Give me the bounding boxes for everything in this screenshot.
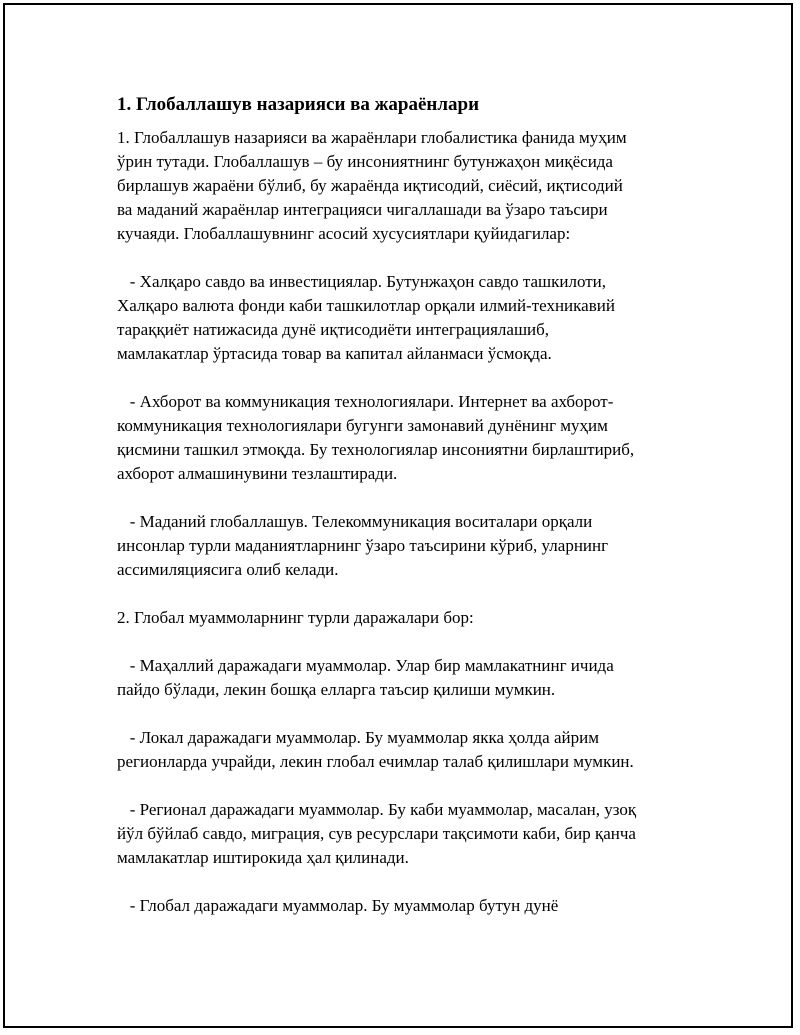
text-line: - Локал даражадаги муаммолар. Бу муаммолар якка ҳолда айрим [117, 728, 599, 747]
document-title: 1. Глобаллашув назарияси ва жараёнлари [117, 94, 480, 115]
blank-line [117, 366, 697, 390]
text-line: - Маҳаллий даражадаги муаммолар. Улар бир мамлакатнинг ичида [117, 656, 614, 675]
text-line: тараққиёт натижасида дунё иқтисодиёти интеграциялашиб, [117, 320, 550, 339]
text-line: коммуникация технологиялари бугунги замонавий дунёнинг муҳим [117, 416, 608, 435]
text-line: ассимиляциясига олиб келади. [117, 560, 339, 579]
text-line: регионларда учрайди, лекин глобал ечимлар талаб қилишлари мумкин. [117, 752, 634, 771]
blank-line [117, 774, 697, 798]
blank-line [117, 582, 697, 606]
text-line: пайдо бўлади, лекин бошқа елларга таъсир қилиши мумкин. [117, 680, 556, 699]
blank-line [117, 702, 697, 726]
document-body [117, 92, 697, 918]
text-line: мамлакатлар иштирокида ҳал қилинади. [117, 848, 409, 867]
text-line: мамлакатлар ўртасида товар ва капитал айланмаси ўсмоқда. [117, 344, 552, 363]
text-line: - Регионал даражадаги муаммолар. Бу каби муаммолар, масалан, узоқ [117, 800, 637, 819]
section-heading-line: 2. Глобал муаммоларнинг турли даражалари бор: [117, 608, 474, 627]
text-line: инсонлар турли маданиятларнинг ўзаро таъсирини кўриб, уларнинг [117, 536, 609, 555]
text-line: - Ахборот ва коммуникация технологиялари. Интернет ва ахборот- [117, 392, 614, 411]
text-line: қисмини ташкил этмоқда. Бу технологиялар инсониятни бирлаштириб, [117, 440, 635, 459]
blank-line [117, 630, 697, 654]
text-line: йўл бўйлаб савдо, миграция, сув ресурслари тақсимоти каби, бир қанча [117, 824, 636, 843]
text-line: ва маданий жараёнлар интеграцияси чигаллашади ва ўзаро таъсири [117, 200, 608, 219]
blank-line [117, 246, 697, 270]
blank-line [117, 486, 697, 510]
text-line: ахборот алмашинувини тезлаштиради. [117, 464, 398, 483]
text-line: - Маданий глобаллашув. Телекоммуникация воситалари орқали [117, 512, 593, 531]
text-line: кучаяди. Глобаллашувнинг асосий хусусиятлари қуйидагилар: [117, 224, 571, 243]
blank-line [117, 870, 697, 894]
document-text [117, 126, 697, 918]
text-line: - Халқаро савдо ва инвестициялар. Бутунжаҳон савдо ташкилоти, [117, 272, 607, 291]
text-line: Халқаро валюта фонди каби ташкилотлар орқали илмий-техникавий [117, 296, 615, 315]
text-line: ўрин тутади. Глобаллашув – бу инсониятнинг бутунжаҳон миқёсида [117, 152, 613, 171]
text-line: - Глобал даражадаги муаммолар. Бу муаммолар бутун дунё [117, 896, 559, 915]
text-line: 1. Глобаллашув назарияси ва жараёнлари глобалистика фанида муҳим [117, 128, 627, 147]
text-line: бирлашув жараёни бўлиб, бу жараёнда иқтисодий, сиёсий, иқтисодий [117, 176, 623, 195]
